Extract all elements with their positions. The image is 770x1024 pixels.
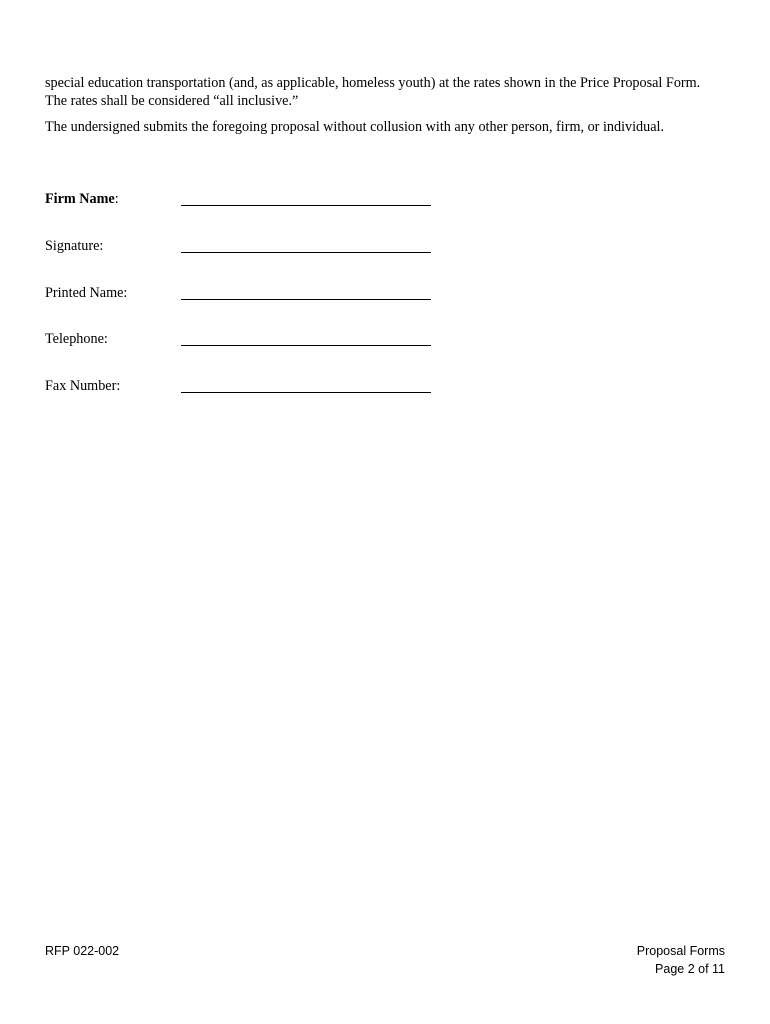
signature-blank-line[interactable] [181, 252, 431, 253]
form-field-fax-number [45, 377, 445, 397]
firm-name-label-colon: : [114, 191, 119, 207]
telephone-label: Telephone: [45, 331, 108, 347]
fax-number-blank-line[interactable] [181, 392, 431, 393]
telephone-blank-line[interactable] [181, 345, 431, 346]
firm-name-label [45, 190, 119, 208]
body-paragraph-collusion: The undersigned submits the foregoing proposal without collusion with any other person, firm, or individual. [45, 119, 665, 135]
form-field-firm-name [45, 190, 445, 210]
printed-name-label: Printed Name: [45, 285, 128, 301]
form-field-signature [45, 237, 445, 257]
footer-page-number: Page 2 of 11 [655, 962, 725, 976]
form-field-telephone [45, 330, 445, 350]
firm-name-label-bold: Firm Name [45, 191, 115, 207]
footer-rfp-number: RFP 022-002 [45, 944, 120, 958]
printed-name-blank-line[interactable] [181, 299, 431, 300]
firm-name-blank-line[interactable] [181, 205, 431, 206]
footer-right-block [637, 942, 725, 978]
body-paragraph-rates: special education transportation (and, as applicable, homeless youth) at the rates shown in the Price Proposal Form. The rates shall be considered “all inclusive.” [45, 75, 701, 109]
signature-label: Signature: [45, 238, 104, 254]
footer-section-title: Proposal Forms [636, 944, 725, 958]
form-field-printed-name [45, 284, 445, 304]
fax-number-label: Fax Number: [45, 378, 121, 394]
